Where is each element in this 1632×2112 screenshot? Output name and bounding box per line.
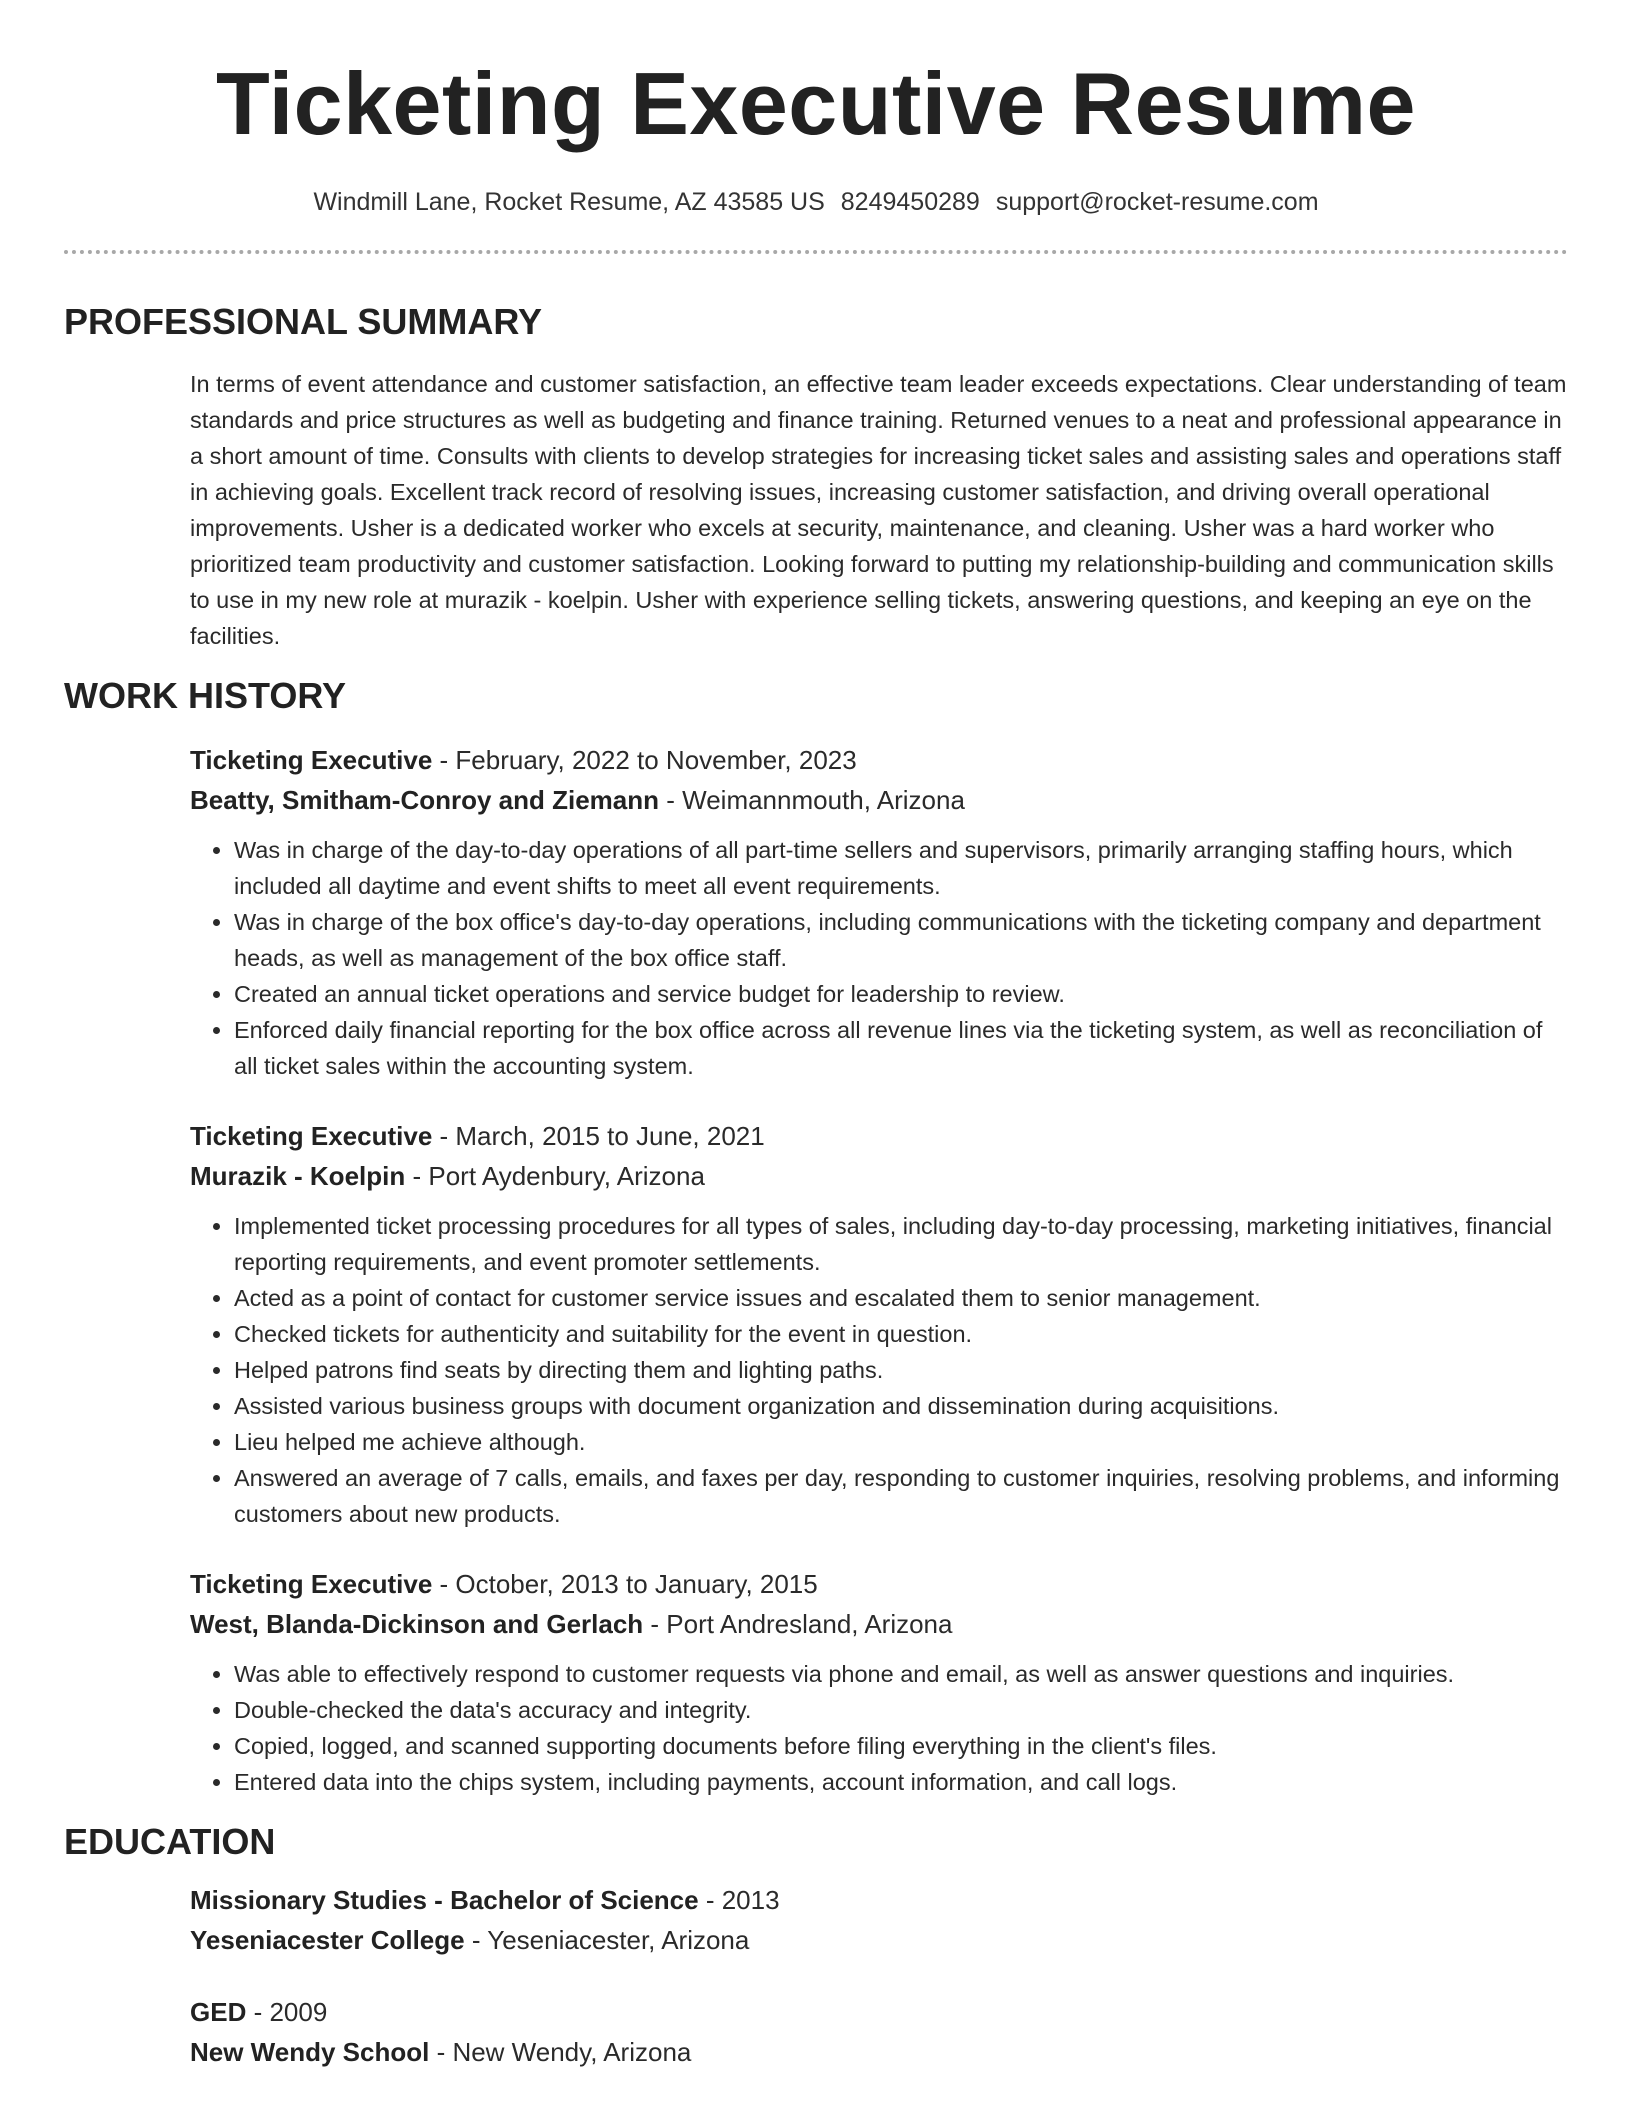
job-bullet: • Lieu helped me achieve although. bbox=[234, 1424, 1568, 1460]
contact-address: Windmill Lane, Rocket Resume, AZ 43585 US bbox=[313, 188, 825, 216]
job-title-line bbox=[190, 740, 1568, 780]
job-dates: - March, 2015 to June, 2021 bbox=[432, 1121, 765, 1151]
education-school: New Wendy School bbox=[190, 2037, 430, 2067]
job-bullet: • Created an annual ticket operations and service budget for leadership to review. bbox=[234, 976, 1568, 1012]
job-company-line bbox=[190, 1156, 1568, 1196]
education-location: - New Wendy, Arizona bbox=[429, 2037, 692, 2067]
job-entry bbox=[190, 1564, 1568, 1800]
education-school: Yeseniacester College bbox=[190, 1925, 465, 1955]
job-company-line bbox=[190, 780, 1568, 820]
job-bullet: • Answered an average of 7 calls, emails, and faxes per day, responding to customer inquiries, resolving problems, and informing customers about new products. bbox=[234, 1460, 1568, 1532]
job-bullet: • Checked tickets for authenticity and suitability for the event in question. bbox=[234, 1316, 1568, 1352]
summary-text: In terms of event attendance and customer satisfaction, an effective team leader exceeds expectations. Clear understanding of team standards and price structures as well as budgeting and finance training. Returned venues to a neat and professional appearance in a short amount of time. Consults with clients to develop strategies for increasing ticket sales and assisting sales and operations staff in achieving goals. Excellent track record of resolving issues, increasing customer satisfaction, and driving overall operational improvements. Usher is a dedicated worker who excels at security, maintenance, and cleaning. Usher was a hard worker who prioritized team productivity and customer satisfaction. Looking forward to putting my relationship-building and communication skills to use in my new role at murazik - koelpin. Usher with experience selling tickets, answering questions, and keeping an eye on the facilities. bbox=[190, 371, 1567, 649]
education-entry bbox=[190, 1880, 1568, 1960]
header-divider bbox=[64, 250, 1568, 254]
education-entry bbox=[190, 1992, 1568, 2072]
job-entry bbox=[190, 1116, 1568, 1532]
summary-heading: PROFESSIONAL SUMMARY bbox=[64, 301, 543, 342]
education-year: - 2013 bbox=[698, 1885, 780, 1915]
job-bullets bbox=[190, 1208, 1568, 1532]
job-bullet: • Enforced daily financial reporting for the box office across all revenue lines via the ticketing system, as well as reconciliation of all ticket sales within the accounting system. bbox=[234, 1012, 1568, 1084]
job-dates: - February, 2022 to November, 2023 bbox=[432, 745, 857, 775]
work-history-heading: WORK HISTORY bbox=[64, 675, 347, 716]
job-bullet: • Was in charge of the box office's day-to-day operations, including communications with the ticketing company and department heads, as well as management of the box office staff. bbox=[234, 904, 1568, 976]
job-role: Ticketing Executive bbox=[190, 1121, 433, 1151]
job-bullet: • Entered data into the chips system, including payments, account information, and call logs. bbox=[234, 1764, 1568, 1800]
job-location: - Port Aydenbury, Arizona bbox=[405, 1161, 705, 1191]
job-bullet: • Was in charge of the day-to-day operations of all part-time sellers and supervisors, primarily arranging staffing hours, which included all daytime and event shifts to meet all event requirements. bbox=[234, 832, 1568, 904]
education-year: - 2009 bbox=[246, 1997, 328, 2027]
education-degree: GED bbox=[190, 1997, 247, 2027]
job-company-line bbox=[190, 1604, 1568, 1644]
job-bullet: • Assisted various business groups with document organization and dissemination during acquisitions. bbox=[234, 1388, 1568, 1424]
resume-page bbox=[64, 0, 1568, 2072]
job-location: - Weimannmouth, Arizona bbox=[659, 785, 965, 815]
job-role: Ticketing Executive bbox=[190, 1569, 433, 1599]
job-role: Ticketing Executive bbox=[190, 745, 433, 775]
job-title-line bbox=[190, 1564, 1568, 1604]
job-company: Murazik - Koelpin bbox=[190, 1161, 406, 1191]
job-bullet: • Helped patrons find seats by directing them and lighting paths. bbox=[234, 1352, 1568, 1388]
job-bullet: • Implemented ticket processing procedures for all types of sales, including day-to-day processing, marketing initiatives, financial reporting requirements, and event promoter settlements. bbox=[234, 1208, 1568, 1280]
job-bullets bbox=[190, 1656, 1568, 1800]
education-degree: Missionary Studies - Bachelor of Science bbox=[190, 1885, 699, 1915]
education-school-line bbox=[190, 2032, 1568, 2072]
job-location: - Port Andresland, Arizona bbox=[643, 1609, 953, 1639]
education-location: - Yeseniacester, Arizona bbox=[464, 1925, 750, 1955]
contact-email: support@rocket-resume.com bbox=[995, 188, 1319, 216]
job-company: Beatty, Smitham-Conroy and Ziemann bbox=[190, 785, 660, 815]
contact-line bbox=[64, 184, 1568, 220]
education-school-line bbox=[190, 1920, 1568, 1960]
job-dates: - October, 2013 to January, 2015 bbox=[432, 1569, 818, 1599]
education-degree-line bbox=[190, 1992, 1568, 2032]
contact-phone: 8249450289 bbox=[840, 188, 980, 216]
job-company: West, Blanda-Dickinson and Gerlach bbox=[190, 1609, 644, 1639]
job-bullet: • Acted as a point of contact for customer service issues and escalated them to senior management. bbox=[234, 1280, 1568, 1316]
education-degree-line bbox=[190, 1880, 1568, 1920]
job-entry bbox=[190, 740, 1568, 1084]
job-bullet: • Was able to effectively respond to customer requests via phone and email, as well as answer questions and inquiries. bbox=[234, 1656, 1568, 1692]
job-bullet: • Double-checked the data's accuracy and integrity. bbox=[234, 1692, 1568, 1728]
job-title-line bbox=[190, 1116, 1568, 1156]
job-bullets bbox=[190, 832, 1568, 1084]
resume-title: Ticketing Executive Resume bbox=[216, 54, 1416, 153]
education-heading: EDUCATION bbox=[64, 1821, 276, 1862]
job-bullet: • Copied, logged, and scanned supporting documents before filing everything in the client's files. bbox=[234, 1728, 1568, 1764]
